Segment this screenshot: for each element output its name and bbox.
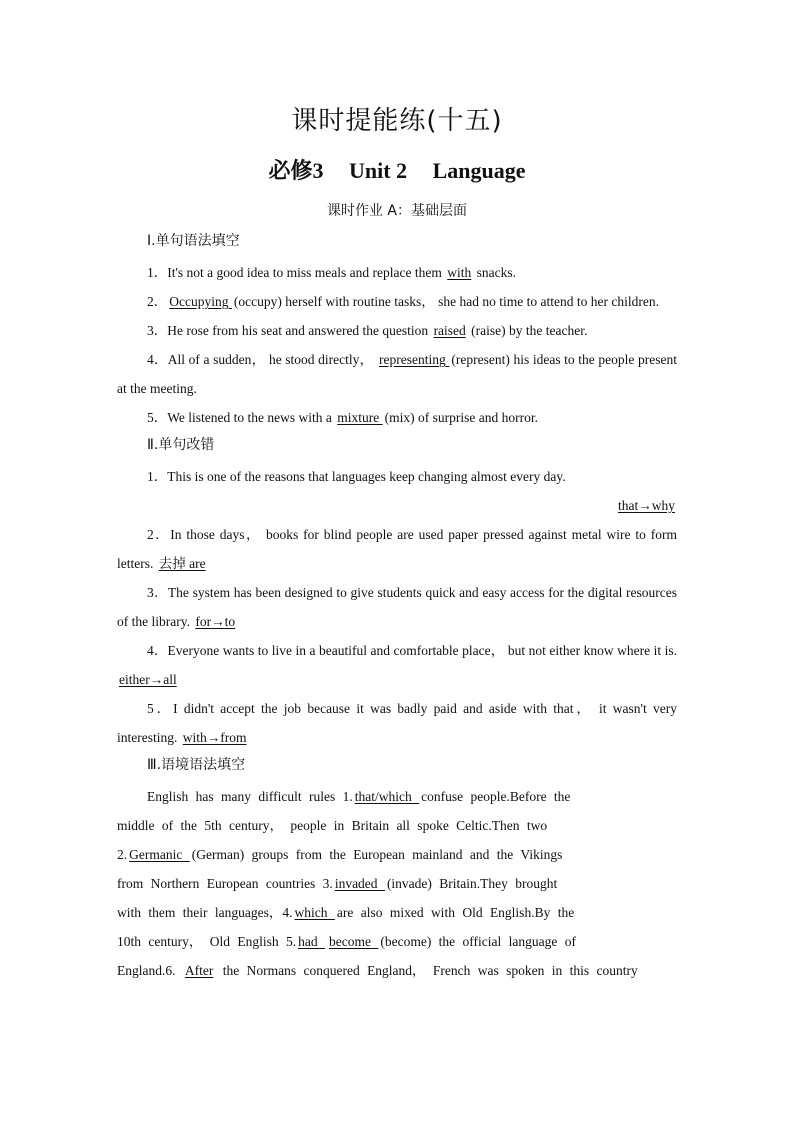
- item-number: 5．: [147, 701, 174, 716]
- item-number: 3．: [147, 585, 168, 600]
- passage-text: with them their languages，4.: [117, 905, 293, 920]
- item-text: It's not a good idea to miss meals and replace them: [167, 265, 446, 280]
- part2-heading: Ⅱ.单句改错: [147, 437, 215, 453]
- item-text: Everyone wants to live in a beautiful and comfortable place， but not either know where it is.: [167, 643, 677, 658]
- part1-item: [117, 287, 677, 316]
- passage-text: (become) the official language of: [380, 934, 577, 949]
- correction-answer: for→to: [195, 614, 236, 629]
- item-number: 5．: [147, 410, 168, 425]
- part1-item: [117, 403, 677, 432]
- correction-line: [117, 491, 677, 520]
- subtitle-topic: Language: [432, 158, 526, 183]
- passage-text: are also mixed with Old English.By the: [336, 905, 575, 920]
- answer-blank: mixture: [337, 410, 383, 425]
- answer-blank: Germanic: [129, 847, 190, 862]
- part2-item: [117, 520, 677, 578]
- part3-heading: Ⅲ.语境语法填空: [147, 757, 246, 773]
- part1-item: [117, 316, 677, 345]
- answer-blank: that/which: [354, 789, 420, 804]
- item-number: 2．: [147, 294, 168, 309]
- passage-text: 10th century， Old English 5.: [117, 934, 297, 949]
- passage-line: [117, 811, 677, 840]
- passage-text: English has many difficult rules 1.: [147, 789, 353, 804]
- part2-item: [117, 636, 677, 694]
- item-number: 4．: [147, 352, 168, 367]
- correction-answer: either→all: [119, 672, 177, 687]
- part3-passage: [117, 782, 677, 985]
- item-number: 1．: [147, 469, 168, 484]
- part2-item: [117, 462, 677, 491]
- item-text: All of a sudden， he stood directly，: [167, 352, 378, 367]
- passage-line: [117, 869, 677, 898]
- item-text: I didn't accept the job because it was badly paid and aside with that， it wasn't very interesting.: [117, 701, 677, 745]
- correction-answer: 去掉 are: [158, 556, 206, 571]
- answer-blank: After: [184, 963, 214, 978]
- passage-line: [117, 927, 677, 956]
- passage-text: (invade) Britain.They brought: [386, 876, 558, 891]
- item-text: (mix) of surprise and horror.: [384, 410, 538, 425]
- passage-line: [117, 898, 677, 927]
- answer-blank: representing: [379, 352, 450, 367]
- part1-heading: Ⅰ.单句语法填空: [147, 233, 240, 249]
- passage-line: [117, 956, 677, 985]
- correction-answer: that→why: [618, 498, 675, 513]
- answer-blank: which: [294, 905, 335, 920]
- passage-text: 2.: [117, 847, 128, 862]
- part1-item: [117, 258, 677, 287]
- answer-blank: raised: [433, 323, 466, 338]
- item-text: We listened to the news with a: [167, 410, 336, 425]
- part1-list: [117, 258, 677, 432]
- item-text: (occupy) herself with routine tasks， she had no time to attend to her children.: [233, 294, 659, 309]
- item-text: (represent) his ideas to the people present at the meeting.: [117, 352, 678, 396]
- item-text: snacks.: [473, 265, 516, 280]
- answer-blank: with: [447, 265, 472, 280]
- passage-text: England.6.: [117, 963, 183, 978]
- item-text: This is one of the reasons that languages keep changing almost every day.: [167, 469, 566, 484]
- passage-text: confuse people.Before the: [421, 789, 571, 804]
- part1-item: [117, 345, 677, 403]
- passage-text: the Normans conquered England， French was spoken in this country: [215, 963, 638, 978]
- answer-blank: had: [298, 934, 325, 949]
- worksheet-content: [117, 228, 677, 985]
- passage-text: from Northern European countries 3.: [117, 876, 333, 891]
- item-number: 4．: [147, 643, 168, 658]
- item-text: The system has been designed to give students quick and easy access for the digital resources of the library.: [117, 585, 677, 629]
- item-text: (raise) by the teacher.: [467, 323, 588, 338]
- item-text: In those days， books for blind people are used paper pressed against metal wire to form letters.: [117, 527, 677, 571]
- part2-item: [117, 694, 677, 752]
- page-title: 课时提能练(十五): [291, 106, 503, 136]
- answer-blank: become: [328, 934, 379, 949]
- passage-line: [117, 840, 677, 869]
- answer-blank: invaded: [334, 876, 385, 891]
- correction-answer: with→from: [182, 730, 247, 745]
- page-subtitle: [0, 154, 794, 185]
- passage-text: middle of the 5th century， people in Britain all spoke Celtic.Then two: [117, 818, 548, 833]
- item-number: 1．: [147, 265, 168, 280]
- item-number: 3．: [147, 323, 168, 338]
- subtitle-book: 必修3: [268, 158, 324, 183]
- item-text: He rose from his seat and answered the question: [167, 323, 432, 338]
- answer-blank: Occupying: [169, 294, 232, 309]
- section-heading: 课时作业 A：基础层面: [326, 203, 468, 219]
- subtitle-unit: Unit 2: [349, 158, 408, 183]
- part2-item: [117, 578, 677, 636]
- passage-text: (German) groups from the European mainland and the Vikings: [191, 847, 563, 862]
- item-number: 2．: [147, 527, 171, 542]
- passage-line: [117, 782, 677, 811]
- part2-list: [117, 462, 677, 752]
